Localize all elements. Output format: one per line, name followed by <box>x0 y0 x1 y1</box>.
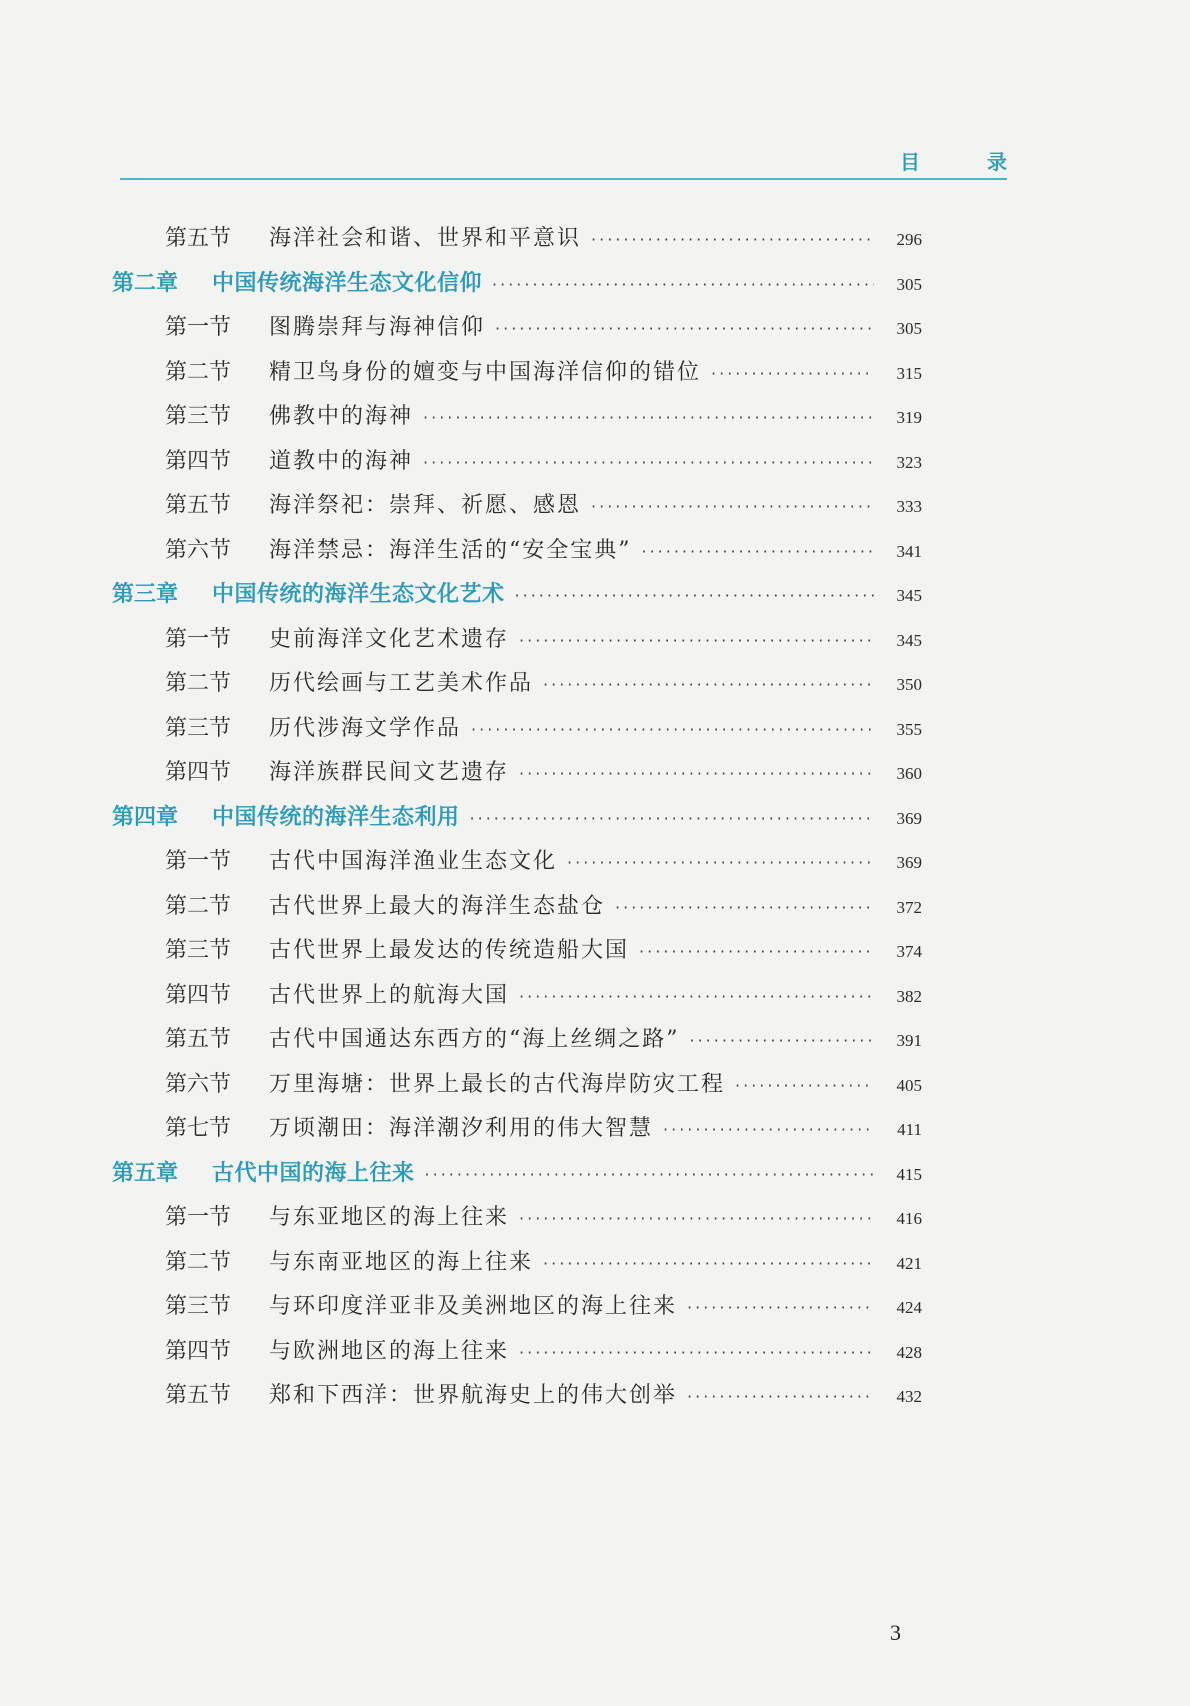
dot-leader <box>615 886 874 931</box>
toc-section-entry[interactable] <box>112 974 922 1019</box>
dot-leader <box>519 1331 874 1376</box>
toc-entry-page: 428 <box>896 1342 922 1362</box>
toc-entry-page: 350 <box>896 675 922 694</box>
toc-entry-title: 古代世界上最发达的传统造船大国 <box>269 938 630 963</box>
dot-leader <box>423 396 874 441</box>
page-number: 3 <box>890 1620 901 1645</box>
toc-entry-page: 369 <box>896 853 922 872</box>
toc-entry-page: 341 <box>896 541 922 561</box>
toc-entry-page: 424 <box>896 1298 922 1317</box>
toc-section-entry[interactable] <box>112 1018 922 1063</box>
toc-section-entry[interactable] <box>112 707 922 752</box>
dot-leader <box>495 307 874 352</box>
toc-entry-label: 第二章 <box>112 270 179 296</box>
toc-entry-label: 第三节 <box>165 1294 232 1319</box>
dot-leader <box>425 1153 874 1198</box>
dot-leader <box>639 930 874 975</box>
dot-leader <box>543 663 874 708</box>
toc-entry-title: 史前海洋文化艺术遗存 <box>269 626 510 652</box>
toc-entry-title: 与环印度洋亚非及美洲地区的海上往来 <box>269 1294 678 1319</box>
toc-section-entry[interactable] <box>112 929 922 974</box>
toc-entry-page: 305 <box>896 274 922 294</box>
dot-leader <box>687 1375 874 1420</box>
toc-entry-label: 第二节 <box>165 671 232 696</box>
toc-section-entry[interactable] <box>112 1196 922 1241</box>
toc-entry-label: 第三节 <box>165 938 232 963</box>
toc-entry-label: 第六节 <box>165 537 232 563</box>
running-head-title: 目 录 <box>900 150 1037 174</box>
toc-entry-label: 第一节 <box>165 849 232 874</box>
dot-leader <box>690 1019 875 1064</box>
toc-entry-page: 323 <box>896 452 922 472</box>
toc-entry-label: 第五节 <box>165 1027 232 1052</box>
toc-section-entry[interactable] <box>112 351 922 396</box>
dot-leader <box>735 1064 874 1109</box>
toc-entry-label: 第三节 <box>165 404 232 429</box>
running-head <box>120 146 1037 180</box>
toc-entry-title: 古代中国海洋渔业生态文化 <box>269 849 558 874</box>
table-of-contents <box>112 217 922 1419</box>
toc-section-entry[interactable] <box>112 751 922 796</box>
toc-entry-title: 中国传统的海洋生态文化艺术 <box>212 582 505 607</box>
toc-section-entry[interactable] <box>112 618 922 663</box>
toc-entry-page: 305 <box>896 319 922 338</box>
toc-entry-title: 万里海塘：世界上最长的古代海岸防灾工程 <box>269 1071 726 1097</box>
toc-entry-title: 中国传统海洋生态文化信仰 <box>212 270 483 296</box>
toc-entry-label: 第五节 <box>165 1383 232 1408</box>
toc-chapter-entry[interactable] <box>112 262 922 307</box>
toc-entry-label: 第七节 <box>165 1116 232 1141</box>
toc-entry-label: 第四章 <box>112 804 179 830</box>
toc-section-entry[interactable] <box>112 306 922 351</box>
dot-leader <box>423 441 874 486</box>
dot-leader <box>663 1108 874 1153</box>
toc-entry-page: 360 <box>896 764 922 783</box>
toc-entry-title: 与欧洲地区的海上往来 <box>269 1338 510 1364</box>
toc-entry-title: 历代涉海文学作品 <box>269 715 462 741</box>
toc-entry-title: 与东亚地区的海上往来 <box>269 1205 510 1230</box>
toc-section-entry[interactable] <box>112 1063 922 1108</box>
toc-entry-page: 405 <box>896 1075 922 1095</box>
toc-entry-label: 第一节 <box>165 1205 232 1230</box>
dot-leader <box>519 975 874 1020</box>
dot-leader <box>492 263 874 308</box>
toc-entry-label: 第四节 <box>165 982 232 1008</box>
toc-entry-title: 佛教中的海神 <box>269 404 414 429</box>
dot-leader <box>591 218 874 263</box>
toc-section-entry[interactable] <box>112 1285 922 1330</box>
toc-entry-page: 369 <box>896 808 922 828</box>
toc-entry-page: 315 <box>896 363 922 383</box>
toc-entry-page: 296 <box>896 230 922 249</box>
toc-section-entry[interactable] <box>112 1107 922 1152</box>
toc-entry-label: 第四节 <box>165 760 232 785</box>
toc-entry-label: 第五节 <box>165 226 232 251</box>
dot-leader <box>471 708 874 753</box>
toc-entry-page: 374 <box>896 942 922 961</box>
toc-entry-page: 382 <box>896 986 922 1006</box>
toc-entry-label: 第二节 <box>165 359 232 385</box>
toc-entry-page: 319 <box>896 408 922 427</box>
dot-leader <box>591 485 874 530</box>
toc-section-entry[interactable] <box>112 484 922 529</box>
toc-section-entry[interactable] <box>112 1374 922 1419</box>
toc-section-entry[interactable] <box>112 217 922 262</box>
toc-entry-title: 海洋禁忌：海洋生活的“安全宝典” <box>269 537 632 563</box>
toc-entry-title: 郑和下西洋：世界航海史上的伟大创举 <box>269 1383 678 1408</box>
toc-entry-label: 第四节 <box>165 448 232 474</box>
toc-entry-title: 中国传统的海洋生态利用 <box>212 804 460 830</box>
toc-entry-page: 432 <box>896 1387 922 1406</box>
dot-leader <box>543 1242 874 1287</box>
dot-leader <box>687 1286 874 1331</box>
toc-entry-page: 355 <box>896 719 922 739</box>
toc-entry-page: 345 <box>896 630 922 650</box>
toc-entry-label: 第四节 <box>165 1338 232 1364</box>
toc-entry-page: 421 <box>896 1253 922 1273</box>
toc-entry-page: 411 <box>897 1120 922 1139</box>
toc-entry-title: 与东南亚地区的海上往来 <box>269 1249 534 1275</box>
toc-entry-page: 333 <box>896 497 922 516</box>
dot-leader <box>519 619 874 664</box>
toc-entry-title: 海洋族群民间文艺遗存 <box>269 760 510 785</box>
dot-leader <box>519 752 874 797</box>
toc-section-entry[interactable] <box>112 395 922 440</box>
dot-leader <box>642 530 875 575</box>
toc-entry-label: 第三章 <box>112 582 179 607</box>
dot-leader <box>711 352 874 397</box>
toc-entry-page: 416 <box>896 1209 922 1228</box>
toc-entry-title: 万顷潮田：海洋潮汐利用的伟大智慧 <box>269 1116 654 1141</box>
toc-chapter-entry[interactable] <box>112 1152 922 1197</box>
toc-entry-title: 古代中国通达东西方的“海上丝绸之路” <box>269 1027 680 1052</box>
toc-entry-title: 古代世界上的航海大国 <box>269 982 510 1008</box>
toc-entry-page: 345 <box>896 586 922 605</box>
toc-chapter-entry[interactable] <box>112 573 922 618</box>
toc-entry-title: 图腾崇拜与海神信仰 <box>269 315 486 340</box>
toc-entry-title: 历代绘画与工艺美术作品 <box>269 671 534 696</box>
toc-entry-label: 第三节 <box>165 715 232 741</box>
toc-chapter-entry[interactable] <box>112 796 922 841</box>
toc-entry-label: 第五节 <box>165 493 232 518</box>
toc-entry-page: 415 <box>896 1164 922 1184</box>
toc-entry-label: 第五章 <box>112 1160 179 1186</box>
toc-entry-title: 海洋祭祀：崇拜、祈愿、感恩 <box>269 493 582 518</box>
toc-entry-title: 古代世界上最大的海洋生态盐仓 <box>269 893 606 919</box>
toc-entry-page: 372 <box>896 897 922 917</box>
toc-entry-title: 海洋社会和谐、世界和平意识 <box>269 226 582 251</box>
dot-leader <box>519 1197 874 1242</box>
dot-leader <box>567 841 874 886</box>
toc-entry-page: 391 <box>896 1031 922 1050</box>
toc-entry-label: 第二节 <box>165 893 232 919</box>
toc-entry-title: 道教中的海神 <box>269 448 414 474</box>
toc-entry-title: 精卫鸟身份的嬗变与中国海洋信仰的错位 <box>269 359 702 385</box>
toc-section-entry[interactable] <box>112 440 922 485</box>
dot-leader <box>515 574 874 619</box>
dot-leader <box>470 797 874 842</box>
toc-entry-label: 第二节 <box>165 1249 232 1275</box>
toc-section-entry[interactable] <box>112 529 922 574</box>
toc-section-entry[interactable] <box>112 840 922 885</box>
toc-section-entry[interactable] <box>112 662 922 707</box>
toc-entry-title: 古代中国的海上往来 <box>212 1160 415 1186</box>
toc-entry-label: 第一节 <box>165 315 232 340</box>
toc-section-entry[interactable] <box>112 1241 922 1286</box>
toc-entry-label: 第六节 <box>165 1071 232 1097</box>
toc-entry-label: 第一节 <box>165 626 232 652</box>
toc-section-entry[interactable] <box>112 1330 922 1375</box>
toc-section-entry[interactable] <box>112 885 922 930</box>
